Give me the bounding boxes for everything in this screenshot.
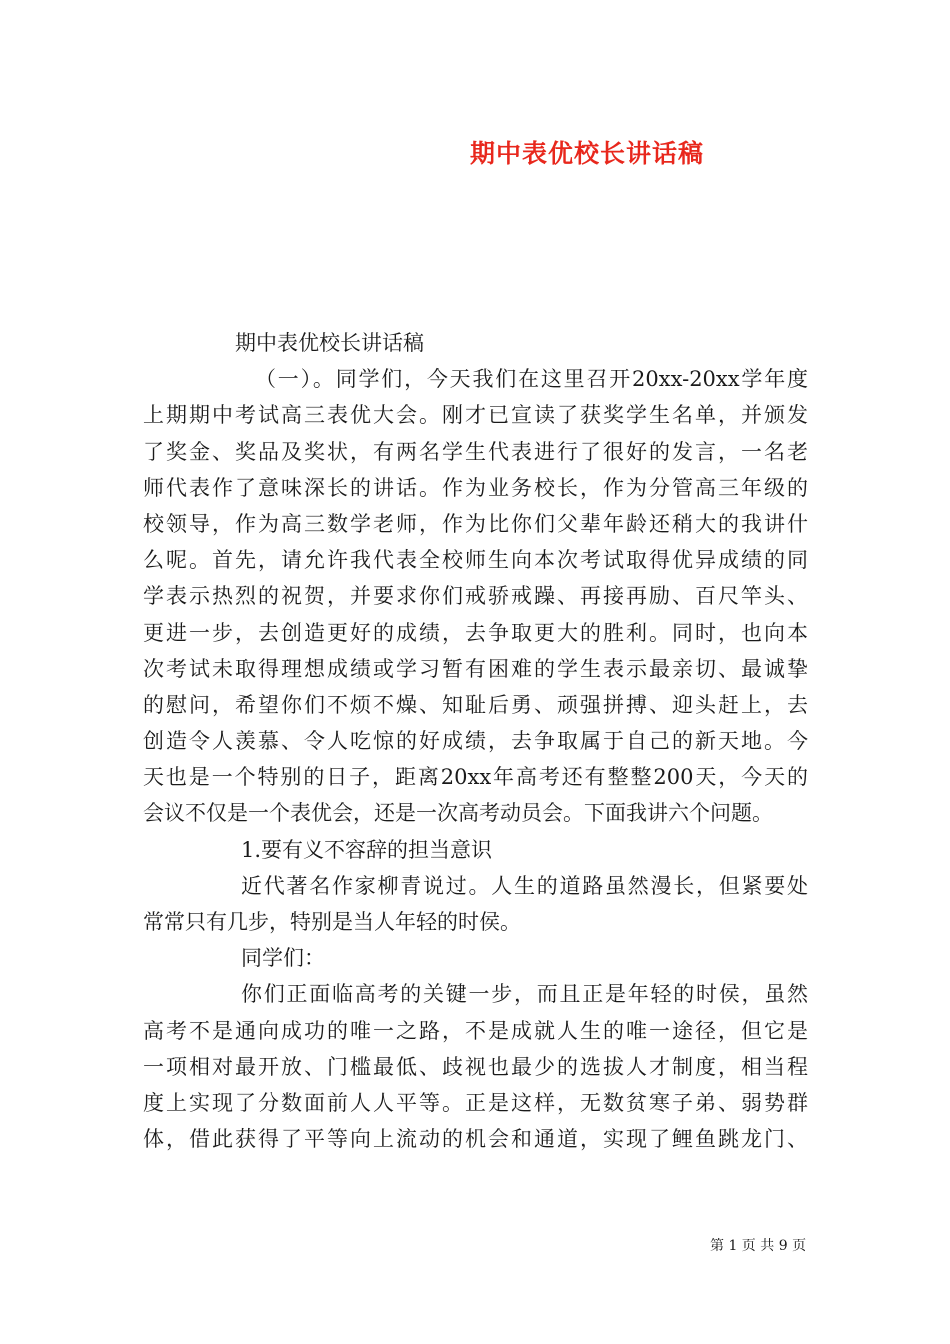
paragraph-line: 创造令人羡慕、令人吃惊的好成绩，去争取属于自己的新天地。今 xyxy=(143,729,808,754)
paragraph-line: 常常只有几步，特别是当人年轻的时侯。 xyxy=(143,910,521,934)
paragraph-line: 一项相对最开放、门槛最低、歧视也最少的选拔人才制度，相当程 xyxy=(143,1054,808,1079)
paragraph-line: 的慰问，希望你们不烦不燥、知耻后勇、顽强拼搏、迎头赶上，去 xyxy=(143,692,808,717)
document-body xyxy=(143,325,808,1157)
body-subtitle: 期中表优校长讲话稿 xyxy=(235,331,424,355)
paragraph-line: 师代表作了意味深长的讲话。作为业务校长，作为分管高三年级的 xyxy=(143,475,808,500)
paragraph-line: 高考不是通向成功的唯一之路，不是成就人生的唯一途径，但它是 xyxy=(143,1018,808,1043)
paragraph-line: 同学们： xyxy=(241,946,325,971)
paragraph-line: （一）。同学们，今天我们在这里召开20xx-20xx学年度 xyxy=(255,367,808,392)
paragraph-line: 你们正面临高考的关键一步，而且正是年轻的时侯，虽然 xyxy=(241,982,808,1007)
paragraph-line: 次考试未取得理想成绩或学习暂有困难的学生表示最亲切、最诚挚 xyxy=(143,656,808,681)
paragraph-line: 学表示热烈的祝贺，并要求你们戒骄戒躁、再接再励、百尺竿头、 xyxy=(143,584,808,609)
paragraph-line: 校领导，作为高三数学老师，作为比你们父辈年龄还稍大的我讲什 xyxy=(143,511,808,536)
paragraph-line: 体，借此获得了平等向上流动的机会和通道，实现了鲤鱼跳龙门、 xyxy=(143,1127,808,1152)
paragraph-line: 更进一步，去创造更好的成绩，去争取更大的胜利。同时，也向本 xyxy=(143,620,808,645)
document-title: 期中表优校长讲话稿 xyxy=(470,139,705,168)
paragraph-line: 会议不仅是一个表优会，还是一次高考动员会。下面我讲六个问题。 xyxy=(143,801,773,826)
paragraph-line: 了奖金、奖品及奖状，有两名学生代表进行了很好的发言，一名老 xyxy=(143,439,808,464)
section-heading: 1.要有义不容辞的担当意识 xyxy=(241,837,493,862)
paragraph-line: 天也是一个特别的日子，距离20xx年高考还有整整200天，今天的 xyxy=(143,765,808,790)
paragraph-line: 近代著名作家柳青说过。人生的道路虽然漫长，但紧要处 xyxy=(241,873,808,898)
paragraph-line: 上期期中考试高三表优大会。刚才已宣读了获奖学生名单，并颁发 xyxy=(143,403,808,428)
paragraph-line: 么呢。首先，请允许我代表全校师生向本次考试取得优异成绩的同 xyxy=(143,548,808,573)
paragraph-line: 度上实现了分数面前人人平等。正是这样，无数贫寒子弟、弱势群 xyxy=(143,1090,808,1115)
page-number-footer: 第 1 页 共 9 页 xyxy=(710,1238,807,1254)
